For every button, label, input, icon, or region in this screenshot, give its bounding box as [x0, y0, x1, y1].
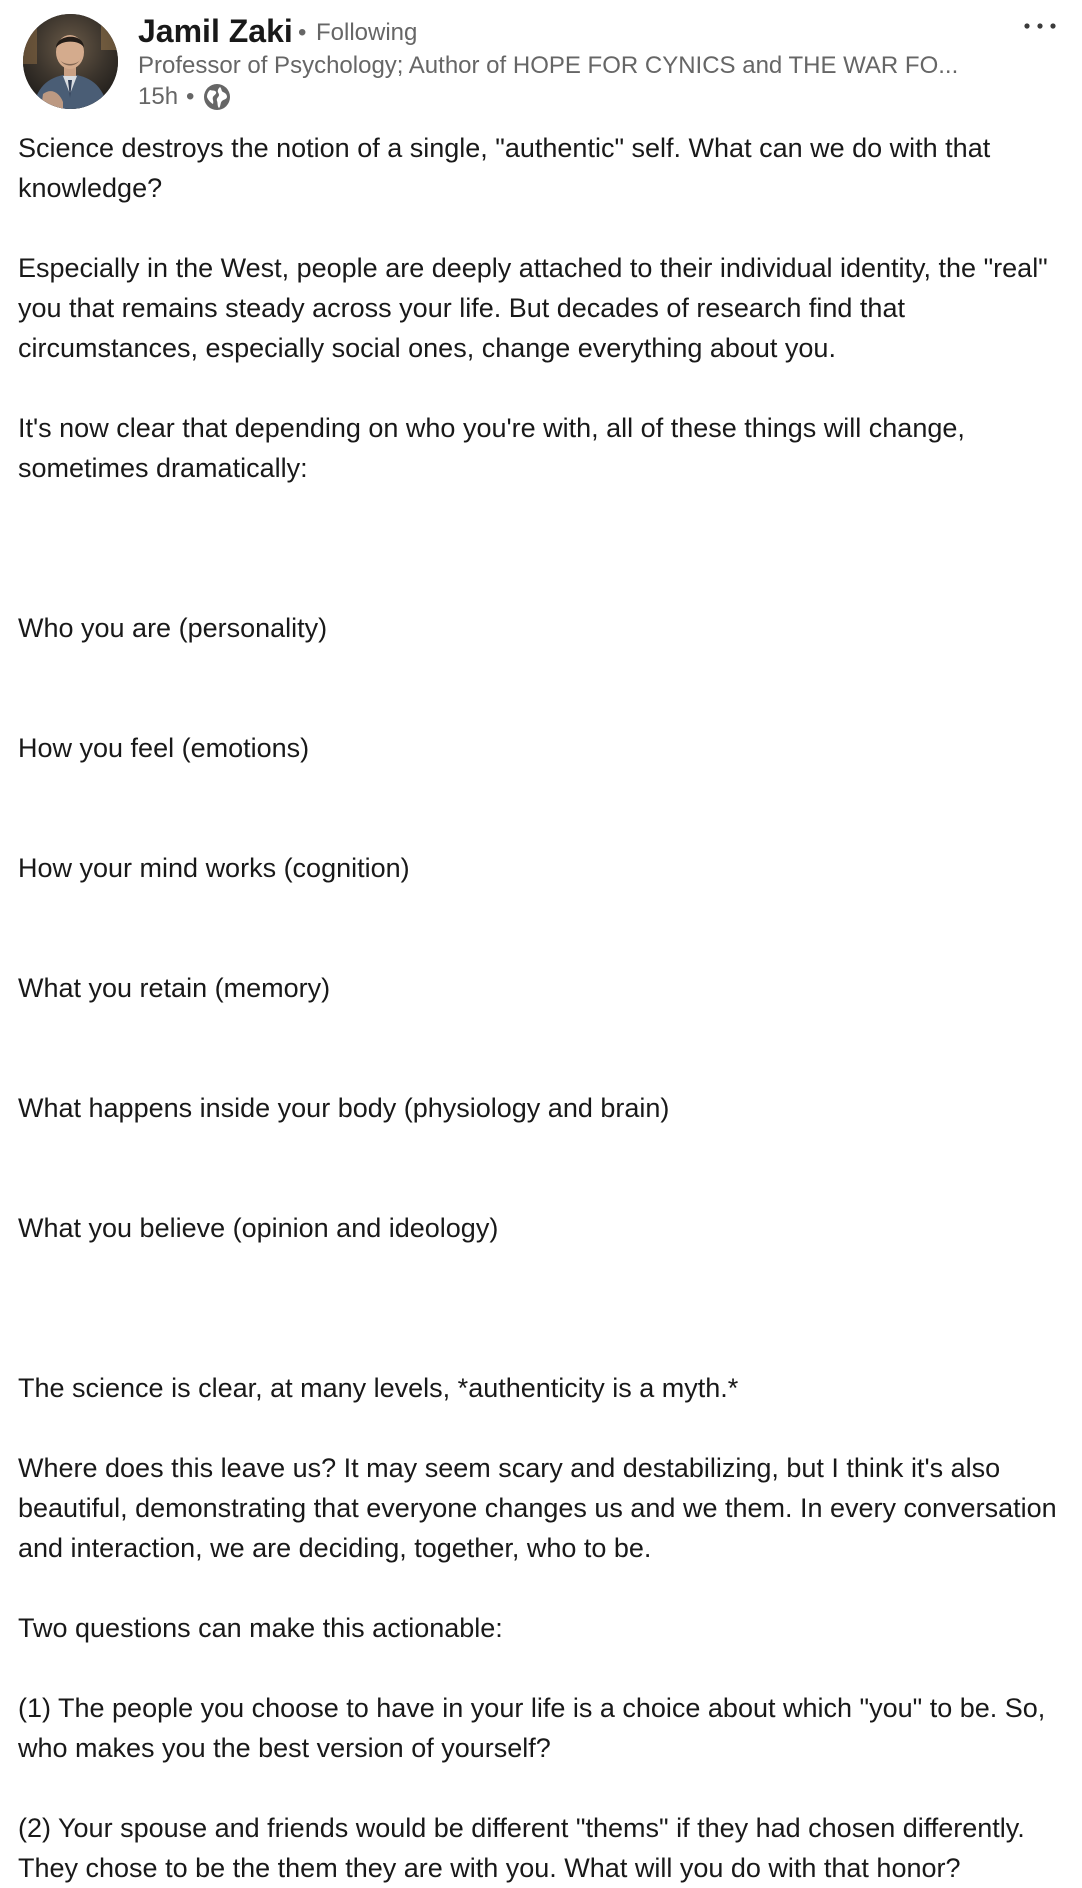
more-options-button[interactable]: [1018, 8, 1062, 44]
avatar-photo: [23, 14, 118, 109]
post-timestamp: 15h: [138, 83, 179, 110]
post-body: [18, 128, 1068, 1888]
list-item: What happens inside your body (physiology and brain): [18, 1093, 670, 1123]
list-item: How you feel (emotions): [18, 733, 310, 763]
meta-separator: •: [186, 83, 195, 110]
follow-status[interactable]: Following: [316, 19, 418, 46]
list-item: What you believe (opinion and ideology): [18, 1213, 499, 1243]
post-list: [18, 528, 1068, 1328]
list-item: How your mind works (cognition): [18, 853, 410, 883]
post-paragraph: (1) The people you choose to have in your life is a choice about which "you" to be. So, who makes you the best version of yourself?: [18, 1693, 1053, 1763]
post-paragraph: Two questions can make this actionable:: [18, 1613, 503, 1643]
globe-icon: [202, 82, 232, 112]
post-header: [0, 0, 1082, 120]
author-avatar[interactable]: [23, 14, 118, 109]
author-headline: Professor of Psychology; Author of HOPE FOR CYNICS and THE WAR FO...: [138, 52, 959, 79]
post-paragraph: Where does this leave us? It may seem scary and destabilizing, but I think it's also beautiful, demonstrating that everyone changes us and we them. In every conversation and interaction, we are deciding, together, who to be.: [18, 1453, 1065, 1563]
post-meta: [138, 81, 232, 113]
post-paragraph: Especially in the West, people are deeply attached to their individual identity, the "real" you that remains steady across your life. But decades of research find that circumstances, especially social ones, change everything about you.: [18, 253, 1056, 363]
post-paragraph: The science is clear, at many levels, *authenticity is a myth.*: [18, 1373, 739, 1403]
name-separator: •: [298, 19, 307, 46]
post-paragraph: (2) Your spouse and friends would be different "thems" if they had chosen differently. They chose to be the them they are with you. What will you do with that honor?: [18, 1813, 1040, 1883]
post-paragraph: It's now clear that depending on who you're with, all of these things will change, sometimes dramatically:: [18, 413, 973, 483]
more-horizontal-icon: [1023, 22, 1057, 30]
list-item: What you retain (memory): [18, 973, 331, 1003]
author-name[interactable]: Jamil Zaki: [138, 13, 293, 49]
post-paragraph: Science destroys the notion of a single, "authentic" self. What can we do with that knowledge?: [18, 133, 998, 203]
list-item: Who you are (personality): [18, 613, 328, 643]
